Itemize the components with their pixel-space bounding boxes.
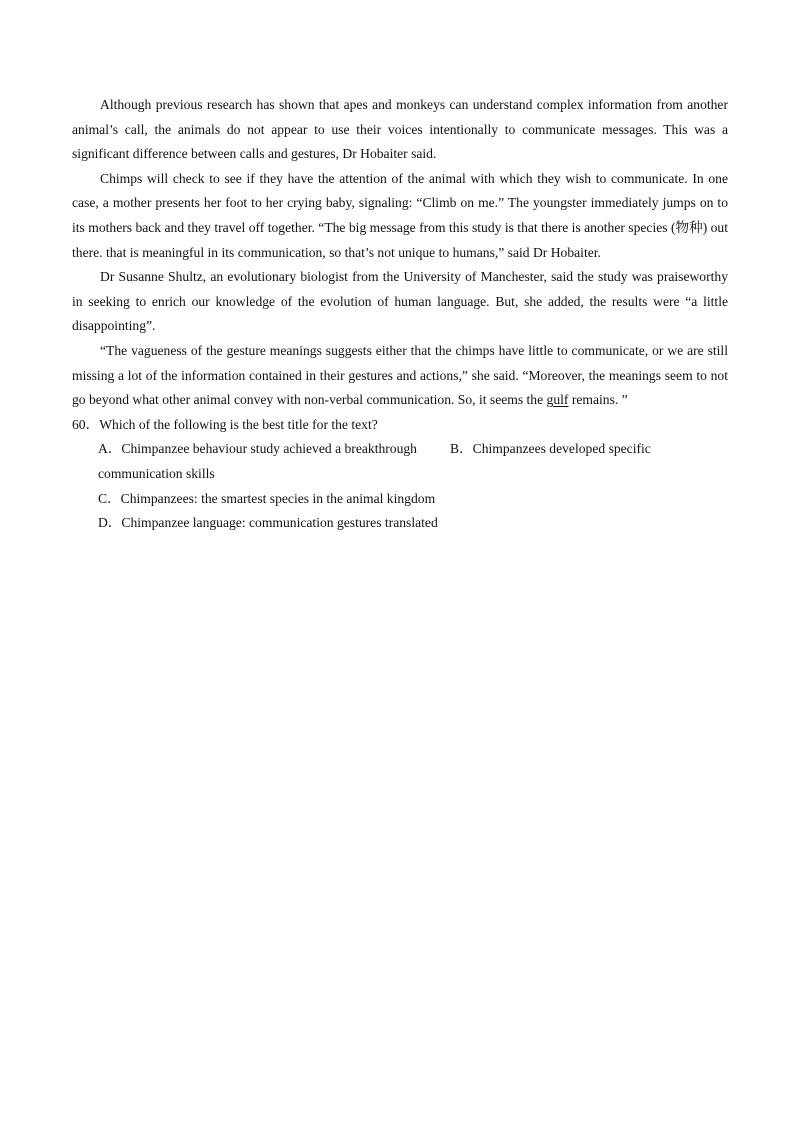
paragraph-2-text: Chimps will check to see if they have the attention of the animal with which they wish to communicate. In one case, a mother presents her foot to her crying baby, signaling: “Climb on me.” The youngster immediately jumps on to its mothers back and they travel off together. “The big message from this study is that there is another species (物种) out there. that is meaningful in its communication, so that’s not unique to humans,” said Dr Hobaiter. <box>72 170 728 260</box>
option-b-sep: ． <box>459 441 473 457</box>
paragraph-4-text-after: remains. ” <box>568 392 628 408</box>
option-c-text: Chimpanzees: the smartest species in the animal kingdom <box>120 490 436 506</box>
question-number: 60 <box>72 416 86 432</box>
paragraph-1-text: Although previous research has shown that apes and monkeys can understand complex information from another animal’s call, the animals do not appear to use their voices intentionally to communicate messages. This was a significant difference between calls and gestures, Dr Hobaiter said. <box>72 97 728 162</box>
option-d-sep: ． <box>107 515 122 531</box>
question-stem <box>72 413 728 438</box>
underlined-word: gulf <box>546 392 569 408</box>
paragraph-2 <box>72 167 728 265</box>
option-d[interactable] <box>98 511 728 536</box>
paragraph-3 <box>72 265 728 339</box>
paragraph-3-text: Dr Susanne Shultz, an evolutionary biologist from the University of Manchester, said the study was praiseworthy in seeking to enrich our knowledge of the evolution of human language. But, she added, the results were “a little disappointing”. <box>72 269 728 334</box>
paragraph-4-text-before: “The vagueness of the gesture meanings suggests either that the chimps have little to communicate, or we are still missing a lot of the information contained in their gestures and actions,” she said. “Moreover, the meanings seem to not go beyond what other animal convey with non-verbal communication. So, it seems the <box>72 342 728 408</box>
option-c-sep: ． <box>107 490 121 506</box>
paragraph-4 <box>72 339 728 413</box>
option-d-letter: D <box>98 515 108 531</box>
option-a-letter: A <box>98 441 108 457</box>
option-a-text: Chimpanzee behaviour study achieved a breakthrough <box>121 441 417 457</box>
document-page <box>72 93 728 536</box>
option-a[interactable] <box>98 437 450 462</box>
question-number-sep: ． <box>85 416 100 432</box>
option-b-letter: B <box>450 441 460 457</box>
option-c-letter: C <box>98 490 108 506</box>
answer-options <box>72 437 728 535</box>
option-c[interactable] <box>98 487 728 512</box>
option-a-sep: ． <box>107 441 122 457</box>
paragraph-1 <box>72 93 728 167</box>
option-row-ab <box>98 437 728 486</box>
question-stem-text: Which of the following is the best title for the text? <box>99 416 378 432</box>
option-b-text: Chimpanzees developed specific communication skills <box>98 441 651 481</box>
option-d-text: Chimpanzee language: communication gestures translated <box>121 515 438 531</box>
